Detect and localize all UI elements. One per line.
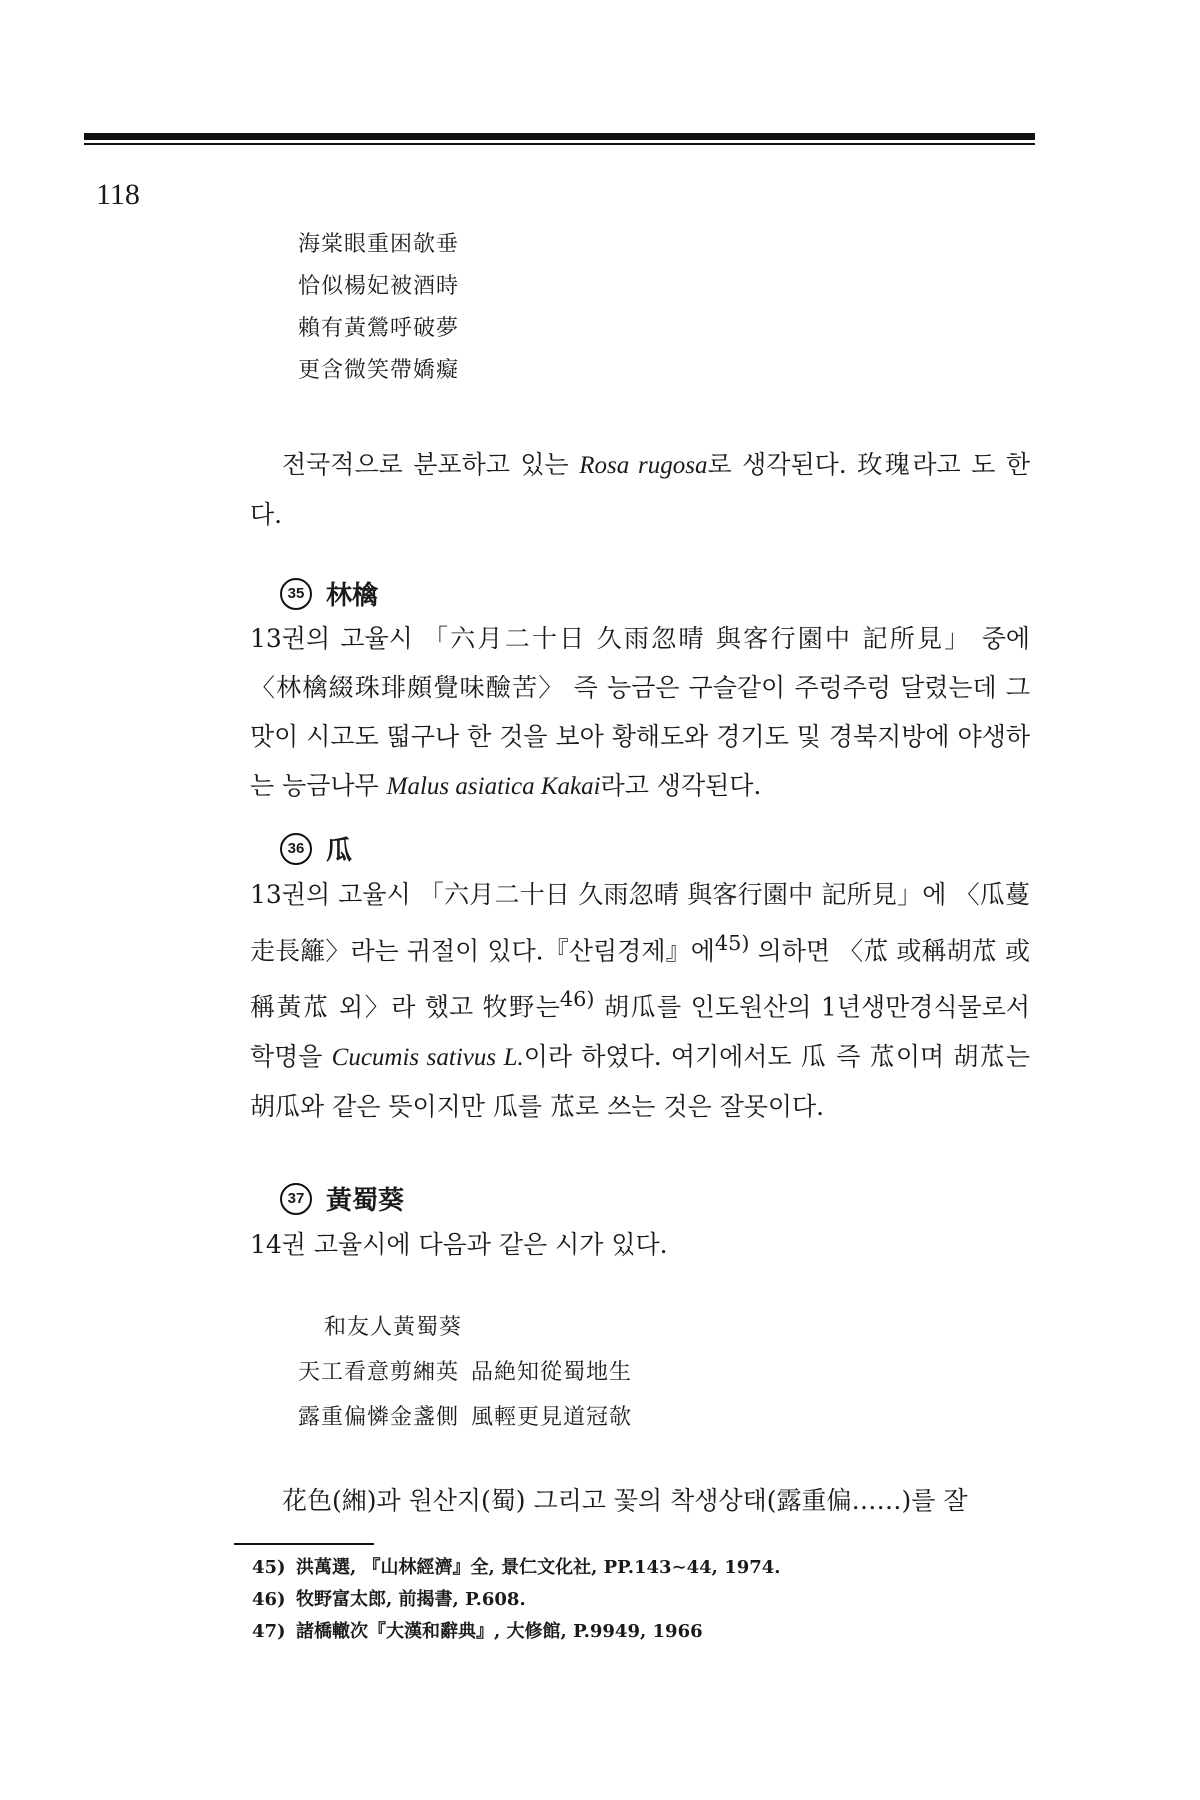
footnote: 46) 牧野富太郎, 前揭書, P.608. — [252, 1589, 526, 1610]
circled-number: 36 — [280, 833, 312, 865]
header-rule-thin — [84, 143, 1035, 145]
section-title: 林檎 — [326, 581, 379, 611]
circled-number: 37 — [280, 1183, 312, 1215]
footnote-ref: 45) — [714, 931, 750, 955]
poem-line: 天工看意剪緗英 品絶知從蜀地生 — [298, 1360, 633, 1385]
section-heading-35 — [280, 575, 378, 612]
paragraph-section-36: 13권의 고율시 「六月二十日 久雨忽晴 與客行園中 記所見」에 〈瓜蔓走長籬〉라는 귀절이 있다.『산림경제』에$^{45)}$ 의하면 〈苽 或稱胡苽 或稱黃苽 외〉라 했고 牧野는$^{46)}$ 胡瓜를 인도원산의 1년생만경식물로서 학명을 Cucumis sativus L.이라 하였다. 여기에서도 瓜 즉 苽이며 胡苽는 胡瓜와 같은 뜻이지만 瓜를 苽로 쓰는 것은 잘못이다. — [250, 880, 1030, 1121]
footnote: 47) 諸橋轍次『大漢和辭典』, 大修館, P.9949, 1966 — [252, 1621, 703, 1642]
paragraph-section-35: 13권의 고율시 「六月二十日 久雨忽晴 與客行園中 記所見」 중에 〈林檎綴珠琲頗覺味醶苦〉 즉 능금은 구슬같이 주렁주렁 달렸는데 그 맛이 시고도 떫구나 한 것을 보아 황해도와 경기도 및 경북지방에 야생하는 능금나무 Malus asiatica Kakai라고 생각된다. — [250, 624, 1030, 800]
poem-line: 海棠眼重困欹垂 — [298, 232, 460, 257]
species-name: Malus asiatica Kakai — [386, 773, 601, 800]
footnote-ref: 46) — [559, 987, 595, 1012]
poem-hwangchokgyu — [298, 1305, 632, 1440]
poem-line: 露重偏憐金盞側 風輕更見道冠欹 — [298, 1405, 633, 1430]
species-name: Cucumis sativus L. — [331, 1043, 524, 1071]
paragraph-rosa: 전국적으로 분포하고 있는 Rosa rugosa로 생각된다. 玫瑰라고 도 한다. — [250, 450, 1030, 529]
section-title: 黃蜀葵 — [326, 1186, 405, 1216]
page-number: 118 — [96, 178, 140, 211]
circled-number: 35 — [280, 578, 312, 610]
footnote-rule — [234, 1543, 374, 1545]
poem-haedang — [298, 224, 459, 392]
paragraph-flower-color: 花色(緗)과 원산지(蜀) 그리고 꽃의 착생상태(露重偏……)를 잘 — [282, 1486, 968, 1515]
species-name: Rosa rugosa — [579, 452, 708, 479]
poem-line: 更含微笑帶嬌癡 — [298, 358, 460, 383]
section-title: 瓜 — [326, 836, 353, 866]
header-rule-thick — [84, 133, 1035, 140]
poem-title: 和友人黃蜀葵 — [324, 1315, 463, 1340]
paragraph-section-37: 14권 고율시에 다음과 같은 시가 있다. — [250, 1230, 668, 1259]
footnote: 45) 洪萬選, 『山林經濟』全, 景仁文化社, PP.143∼44, 1974. — [252, 1557, 781, 1578]
section-heading-37 — [280, 1180, 404, 1217]
section-heading-36 — [280, 830, 352, 867]
footnotes — [252, 1552, 781, 1648]
poem-line: 恰似楊妃被酒時 — [298, 274, 460, 299]
poem-line: 賴有黃鶯呼破夢 — [298, 316, 460, 341]
